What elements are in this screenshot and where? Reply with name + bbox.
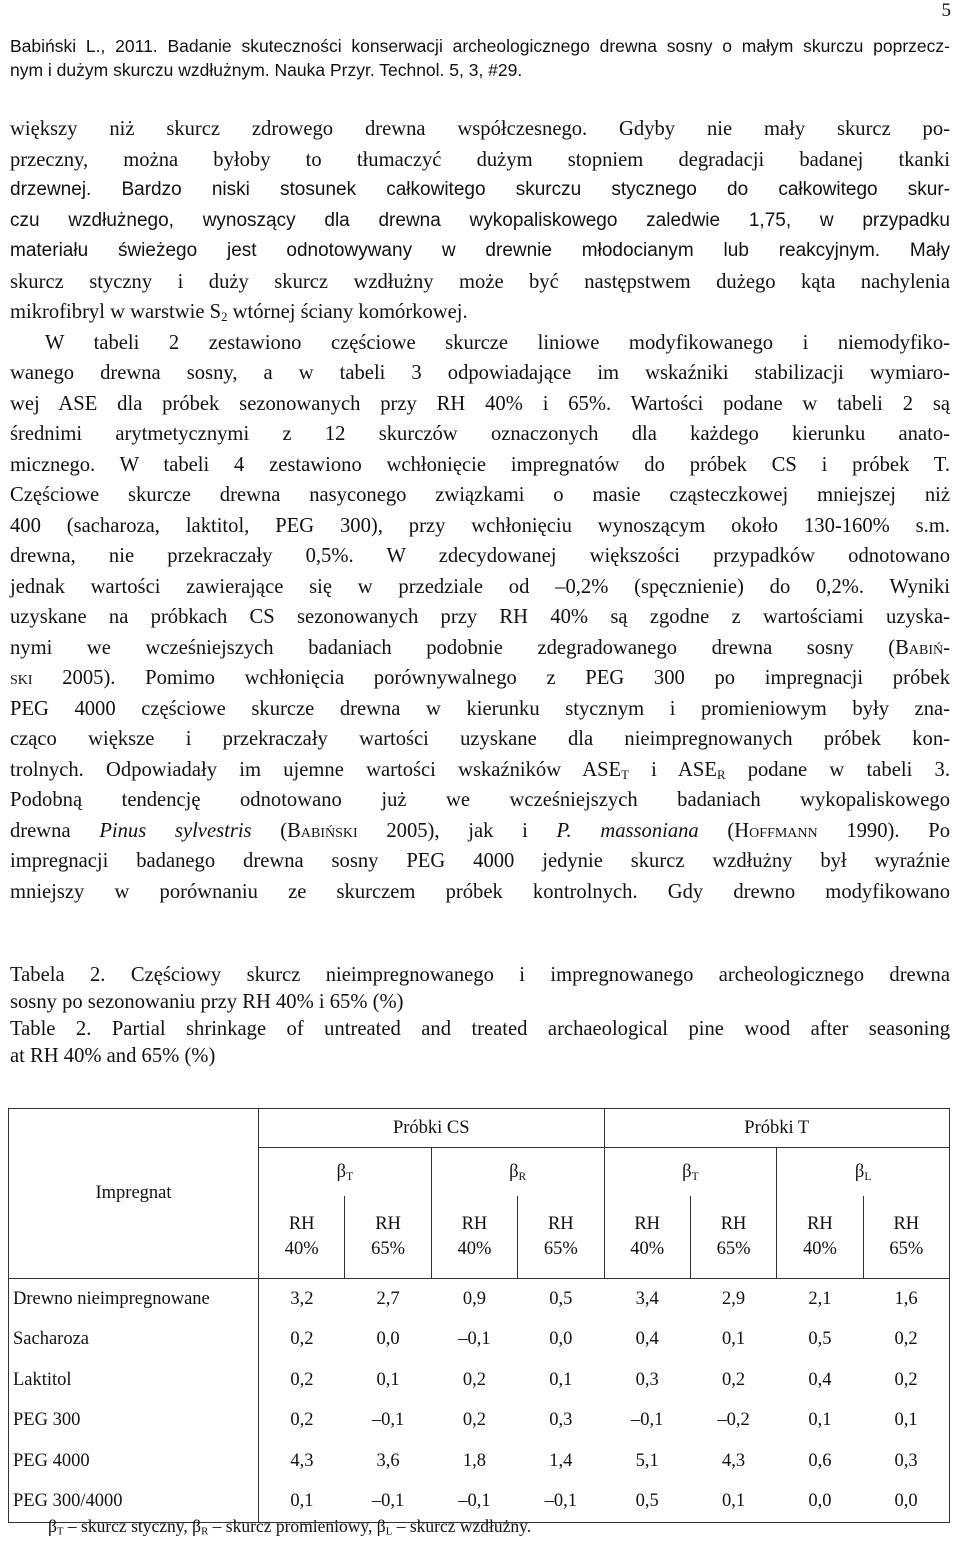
table-cell: 1,8 (462, 1450, 486, 1471)
table-caption (10, 962, 950, 1070)
running-header (10, 34, 950, 82)
table-cell: 2,7 (376, 1288, 400, 1309)
rh-header: RH 40% (259, 1196, 345, 1279)
caption-pl-line-1: Tabela 2. Częściowy skurcz nieimpregnowanego i impregnowanego archeologicznego drewna (10, 964, 950, 986)
rh-header: RH 65% (345, 1196, 431, 1279)
table-cell: 0,2 (722, 1369, 746, 1390)
table-cell: 0,0 (376, 1329, 400, 1350)
table-row (9, 1441, 950, 1482)
table-cell: 0,1 (722, 1329, 746, 1350)
group-header-cs: Próbki CS (259, 1109, 605, 1148)
body-line: wanego drewna sosny, a w tabeli 3 odpowiadające im wskaźniki stabilizacji wymiaro- (10, 362, 950, 384)
table-cell: –0,1 (544, 1491, 577, 1512)
body-line: wej ASE dla próbek sezonowanych przy RH 40% i 65%. Wartości podane w tabeli 2 są (10, 392, 950, 415)
table-cell: 0,1 (376, 1369, 400, 1390)
table-cell: 4,3 (722, 1450, 746, 1471)
impregnat-header: Impregnat (9, 1109, 259, 1279)
body-line: drewna Pinus sylvestris (Babiński 2005), jak i P. massoniana (Hoffmann 1990). Po (10, 819, 950, 842)
row-label: Sacharoza (9, 1320, 259, 1361)
rh-header: RH 65% (690, 1196, 776, 1279)
body-text (10, 114, 950, 907)
body-line: mikrofibryl w warstwie $S_2$ wtórnej ściany komórkowej. (10, 301, 468, 325)
body-line: mniejszy w porównaniu ze skurczem próbek kontrolnych. Gdy drewno modyfikowano (10, 880, 950, 903)
table-cell: 0,5 (635, 1491, 659, 1512)
body-line: PEG 4000 częściowe skurcze drewna w kierunku stycznym i promieniowym były zna- (10, 697, 950, 720)
table-cell: –0,2 (717, 1410, 750, 1431)
table-cell: –0,1 (458, 1491, 491, 1512)
rh-header: RH 40% (777, 1196, 863, 1279)
table-cell: 0,1 (808, 1410, 832, 1431)
table-cell: 0,1 (549, 1369, 573, 1390)
table-row (9, 1401, 950, 1442)
rh-header: RH 40% (604, 1196, 690, 1279)
body-line: większy niż skurcz zdrowego drewna współczesnego. Gdyby nie mały skurcz po- (10, 118, 950, 140)
header-line-2: nym i dużym skurczu wzdłużnym. Nauka Przyr. Technol. 5, 3, #29. (10, 60, 523, 80)
table-cell: 0,3 (549, 1410, 573, 1431)
body-line: ski 2005). Pomimo wchłonięcia porównywalnego z PEG 300 po impregnacji próbek (10, 667, 950, 689)
body-line: drewna, nie przekraczały 0,5%. W zdecydowanej większości przypadków odnotowano (10, 545, 950, 567)
table-cell: 0,2 (894, 1329, 918, 1350)
caption-en-line-2: at RH 40% and 65% (%) (10, 1045, 216, 1067)
body-line: średnimi arytmetycznymi z 12 skurczów oznaczonych dla każdego kierunku anato- (10, 423, 950, 445)
body-line: jednak wartości zawierające się w przedziale od –0,2% (spęcznienie) do 0,2%. Wyniki (10, 575, 950, 598)
body-line: impregnacji badanego drewna sosny PEG 4000 jedynie skurcz wzdłużny był wyraźnie (10, 850, 950, 872)
rh-header: RH 65% (518, 1196, 604, 1279)
beta-header: $\beta_T$ (604, 1148, 777, 1197)
table-cell: 0,2 (290, 1329, 314, 1350)
group-header-t: Próbki T (604, 1109, 950, 1148)
body-line: cząco większe i przekraczały wartości uzyskane dla nieimpregnowanych próbek kon- (10, 728, 950, 750)
body-line: czu wzdłużnego, wynoszący dla drewna wykopaliskowego zaledwie 1,75, w przypadku (10, 209, 950, 231)
table-cell: 4,3 (290, 1450, 314, 1471)
body-line: przeczny, można byłoby to tłumaczyć dużym stopniem degradacji badanej tkanki (10, 148, 950, 171)
table-cell: 0,5 (808, 1329, 832, 1350)
row-label: PEG 300 (9, 1401, 259, 1442)
table-cell: –0,1 (371, 1491, 405, 1512)
table-cell: 0,0 (549, 1329, 573, 1350)
rh-header: RH 40% (431, 1196, 517, 1279)
table-cell: 0,4 (635, 1329, 659, 1350)
body-line: Częściowe skurcze drewna nasyconego związkami o masie cząsteczkowej mniejszej niż (10, 484, 950, 506)
table-row (9, 1360, 950, 1401)
beta-header: $\beta_T$ (259, 1148, 432, 1197)
table-footnote: $\beta_T$ – skurcz styczny, $\beta_R$ – skurcz promieniowy, $\beta_L$ – skurcz wzdłużny. (48, 1516, 532, 1538)
table-cell: 0,0 (894, 1491, 918, 1512)
table-cell: 0,1 (290, 1491, 314, 1512)
row-label: Laktitol (9, 1360, 259, 1401)
header-line-1: Babiński L., 2011. Badanie skuteczności konserwacji archeologicznego drewna sosny o małym skurczu poprzecz- (10, 36, 950, 56)
body-line: 400 (sacharoza, laktitol, PEG 300), przy wchłonięciu wynoszącym około 130-160% s.m. (10, 514, 950, 537)
table-cell: 0,2 (462, 1369, 486, 1390)
caption-pl-line-2: sosny po sezonowaniu przy RH 40% i 65% (%) (10, 991, 404, 1013)
body-line: materiału świeżego jest odnotowywany w drewnie młodocianym lub reakcyjnym. Mały (10, 240, 950, 261)
beta-header: $\beta_L$ (777, 1148, 950, 1197)
body-line: trolnych. Odpowiadały im ujemne wartości wskaźników $ASE_T$ i $ASE_R$ podane w tabeli 3. (10, 758, 951, 782)
body-line: drzewnej. Bardzo niski stosunek całkowitego skurczu stycznego do całkowitego skur- (10, 179, 950, 200)
row-label: PEG 300/4000 (9, 1482, 259, 1523)
table-cell: 0,6 (808, 1450, 832, 1471)
table-cell: 1,4 (549, 1450, 573, 1471)
row-label: Drewno nieimpregnowane (9, 1279, 259, 1320)
body-line: micznego. W tabeli 4 zestawiono wchłonięcie impregnatów do próbek CS i próbek T. (10, 453, 950, 476)
table-cell: 0,3 (894, 1450, 918, 1471)
body-line: Podobną tendencję odnotowano już we wcześniejszych badaniach wykopaliskowego (10, 789, 950, 811)
table-cell: 0,2 (462, 1410, 486, 1431)
page-number: 5 (941, 0, 951, 21)
beta-header: $\beta_R$ (431, 1148, 604, 1197)
shrinkage-table (8, 1108, 950, 1523)
table-cell: –0,1 (371, 1410, 405, 1431)
table-cell: 3,6 (376, 1450, 400, 1471)
table-cell: 3,4 (635, 1288, 659, 1309)
table-cell: 0,1 (894, 1410, 918, 1431)
table-cell: 3,2 (290, 1288, 314, 1309)
table-cell: 0,4 (808, 1369, 832, 1390)
table-row (9, 1279, 950, 1320)
caption-en-line-1: Table 2. Partial shrinkage of untreated and treated archaeological pine wood after seasoning (10, 1018, 950, 1040)
table-cell: 0,1 (722, 1491, 746, 1512)
table-cell: 0,2 (290, 1410, 314, 1431)
body-line: skurcz styczny i duży skurcz wzdłużny może być następstwem dużego kąta nachylenia (10, 270, 950, 293)
row-label: PEG 4000 (9, 1441, 259, 1482)
table-cell: 0,3 (635, 1369, 659, 1390)
table-cell: 0,5 (549, 1288, 573, 1309)
rh-header: RH 65% (863, 1196, 949, 1279)
body-line: uzyskane na próbkach CS sezonowanych przy RH 40% są zgodne z wartościami uzyska- (10, 606, 950, 628)
table-cell: 5,1 (635, 1450, 659, 1471)
table-cell: 0,0 (808, 1491, 832, 1512)
table-cell: 0,9 (462, 1288, 486, 1309)
body-line: W tabeli 2 zestawiono częściowe skurcze liniowe modyfikowanego i niemodyfiko- (45, 331, 950, 354)
table-cell: 0,2 (894, 1369, 918, 1390)
table-cell: 2,1 (808, 1288, 832, 1309)
body-line: nymi we wcześniejszych badaniach podobnie zdegradowanego drewna sosny (Babiń- (10, 636, 950, 659)
table-cell: 2,9 (722, 1288, 746, 1309)
table-cell: –0,1 (458, 1329, 491, 1350)
table-cell: 0,2 (290, 1369, 314, 1390)
table-row (9, 1320, 950, 1361)
table-cell: –0,1 (631, 1410, 664, 1431)
table-cell: 1,6 (894, 1288, 918, 1309)
table-header-groups (9, 1109, 950, 1148)
